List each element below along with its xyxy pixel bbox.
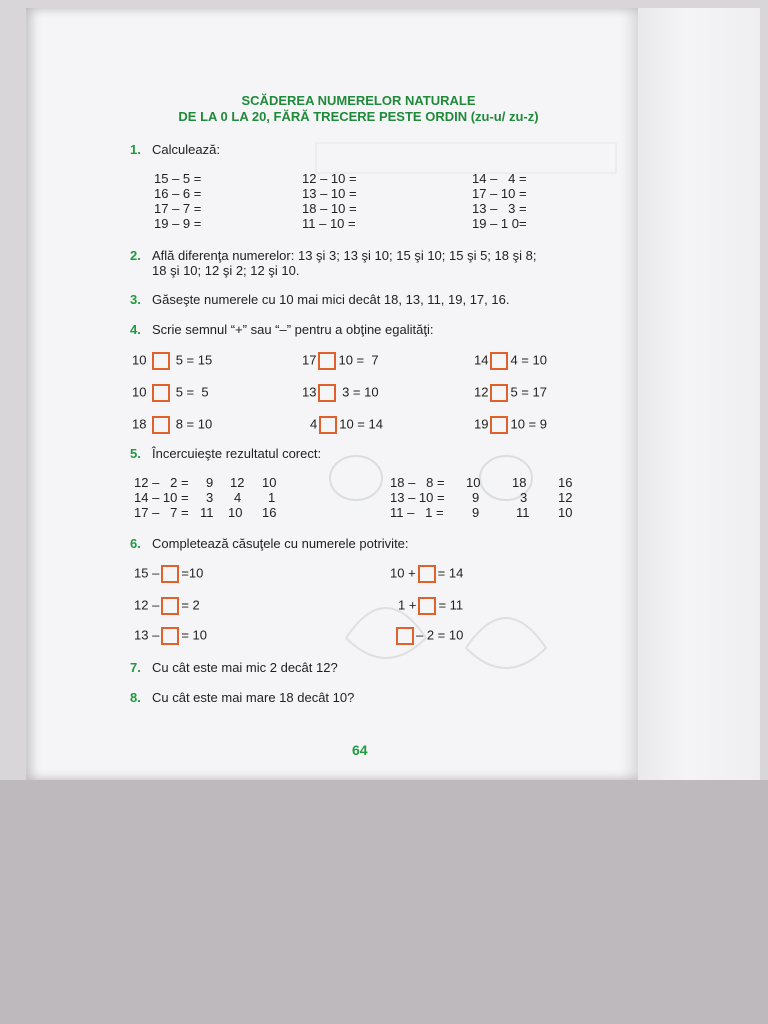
- exercise-instruction: Găseşte numerele cu 10 mai mici decât 18, 13, 11, 19, 17, 16.: [152, 292, 510, 307]
- choice-option[interactable]: 9: [472, 490, 480, 505]
- sign-equation: 12 5 = 17: [474, 384, 547, 402]
- exercise-instruction: Încercuieşte rezultatul corect:: [152, 446, 322, 461]
- ex1-item: 16 – 6 =: [154, 186, 202, 201]
- choice-option[interactable]: 12: [558, 490, 573, 505]
- choice-expression: 14 – 10 =: [134, 490, 189, 505]
- choice-option[interactable]: 10: [262, 475, 277, 490]
- choice-expression: 12 – 2 =: [134, 475, 189, 490]
- ex1-item: 13 – 3 =: [472, 201, 527, 216]
- ex1-item: 14 – 4 =: [472, 171, 527, 186]
- sign-equation: 10 5 = 5: [132, 384, 209, 402]
- sign-equation: 17 10 = 7: [302, 352, 379, 370]
- exercise-number: 4.: [130, 322, 141, 337]
- ex1-item: 17 – 10 =: [472, 186, 527, 201]
- exercise-instruction: Completează căsuţele cu numerele potrivite:: [152, 536, 409, 551]
- ex1-item: 12 – 10 =: [302, 171, 357, 186]
- choice-option[interactable]: 16: [262, 505, 277, 520]
- sign-equation: 4 10 = 14: [310, 416, 383, 434]
- choice-option[interactable]: 11: [516, 505, 530, 520]
- answer-box[interactable]: [161, 565, 179, 583]
- exercise-4: [130, 322, 433, 337]
- background-surface: [0, 780, 768, 1024]
- choice-option[interactable]: 18: [512, 475, 527, 490]
- choice-option[interactable]: 11: [200, 505, 214, 520]
- exercise-1: [130, 142, 220, 157]
- answer-box[interactable]: [490, 416, 508, 434]
- exercise-number: 3.: [130, 292, 141, 307]
- fill-equation: 12 – = 2: [134, 597, 200, 615]
- answer-box[interactable]: [318, 352, 336, 370]
- exercise-number: 7.: [130, 660, 141, 675]
- choice-option[interactable]: 9: [206, 475, 214, 490]
- next-page-edge: [638, 8, 760, 780]
- choice-expression: 11 – 1 =: [390, 505, 444, 520]
- choice-option[interactable]: 3: [520, 490, 528, 505]
- fill-equation: 1 + = 11: [398, 597, 463, 615]
- exercise-number: 6.: [130, 536, 141, 551]
- ex1-item: 11 – 10 =: [302, 216, 356, 231]
- choice-option[interactable]: 10: [228, 505, 243, 520]
- fill-equation: – 2 = 10: [394, 627, 463, 645]
- ex1-item: 19 – 1 0=: [472, 216, 527, 231]
- exercise-instruction: Află diferenţa numerelor: 13 şi 3; 13 şi 10; 15 şi 10; 15 şi 5; 18 şi 8;: [152, 248, 537, 263]
- answer-box[interactable]: [161, 627, 179, 645]
- fill-equation: 10 + = 14: [390, 565, 463, 583]
- ex1-item: 15 – 5 =: [154, 171, 202, 186]
- answer-box[interactable]: [490, 352, 508, 370]
- fill-equation: 13 – = 10: [134, 627, 207, 645]
- exercise-number: 5.: [130, 446, 141, 461]
- choice-option[interactable]: 10: [558, 505, 573, 520]
- sign-equation: 10 5 = 15: [132, 352, 212, 370]
- sign-equation: 19 10 = 9: [474, 416, 547, 434]
- fill-equation: 15 – =10: [134, 565, 203, 583]
- answer-box[interactable]: [152, 416, 170, 434]
- ex1-item: 13 – 10 =: [302, 186, 357, 201]
- choice-option[interactable]: 9: [472, 505, 480, 520]
- choice-option[interactable]: 10: [466, 475, 481, 490]
- exercise-instruction: Calculează:: [152, 142, 220, 157]
- exercise-instruction: Scrie semnul “+” sau “–” pentru a obţine egalităţi:: [152, 322, 434, 337]
- exercise-5: [130, 446, 321, 461]
- answer-box[interactable]: [152, 384, 170, 402]
- exercise-number: 8.: [130, 690, 141, 705]
- sign-equation: 13 3 = 10: [302, 384, 379, 402]
- exercise-2-continued: 18 şi 10; 12 şi 2; 12 şi 10.: [152, 263, 300, 278]
- answer-box[interactable]: [318, 384, 336, 402]
- answer-box[interactable]: [418, 565, 436, 583]
- exercise-6: [130, 536, 409, 551]
- answer-box[interactable]: [161, 597, 179, 615]
- exercise-2: [130, 248, 536, 263]
- choice-option[interactable]: 3: [206, 490, 214, 505]
- choice-expression: 17 – 7 =: [134, 505, 189, 520]
- choice-expression: 13 – 10 =: [390, 490, 445, 505]
- choice-option[interactable]: 12: [230, 475, 245, 490]
- exercise-number: 2.: [130, 248, 141, 263]
- choice-option[interactable]: 1: [268, 490, 276, 505]
- choice-option[interactable]: 4: [234, 490, 242, 505]
- page-number: 64: [352, 742, 368, 758]
- exercise-number: 1.: [130, 142, 141, 157]
- exercise-8: [130, 690, 354, 705]
- exercise-3: [130, 292, 509, 307]
- sign-equation: 18 8 = 10: [132, 416, 212, 434]
- answer-box[interactable]: [396, 627, 414, 645]
- exercise-7: [130, 660, 338, 675]
- exercise-question: Cu cât este mai mic 2 decât 12?: [152, 660, 338, 675]
- section-subtitle: DE LA 0 LA 20, FĂRĂ TRECERE PESTE ORDIN (zu-u/ zu-z): [178, 109, 539, 124]
- ex1-item: 18 – 10 =: [302, 201, 357, 216]
- answer-box[interactable]: [490, 384, 508, 402]
- textbook-page: [26, 8, 638, 780]
- answer-box[interactable]: [319, 416, 337, 434]
- ex1-item: 19 – 9 =: [154, 216, 202, 231]
- choice-option[interactable]: 16: [558, 475, 573, 490]
- ex1-item: 17 – 7 =: [154, 201, 202, 216]
- answer-box[interactable]: [418, 597, 436, 615]
- exercise-question: Cu cât este mai mare 18 decât 10?: [152, 690, 355, 705]
- section-title: SCĂDEREA NUMERELOR NATURALE: [241, 93, 476, 108]
- sign-equation: 14 4 = 10: [474, 352, 547, 370]
- choice-expression: 18 – 8 =: [390, 475, 445, 490]
- answer-box[interactable]: [152, 352, 170, 370]
